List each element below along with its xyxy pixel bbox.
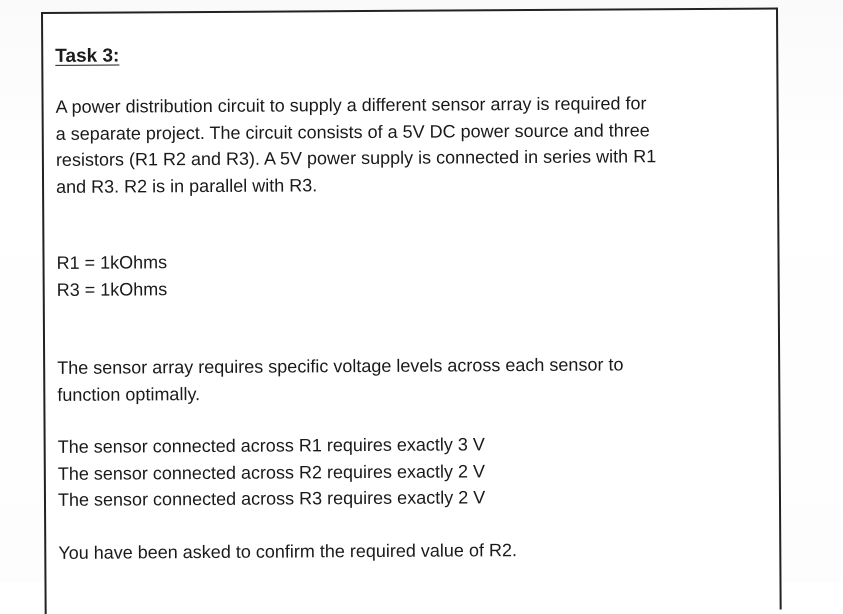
sensor-requirement-r2: The sensor connected across R2 requires exactly 2 V	[57, 460, 486, 484]
intro-line: resistors (R1 R2 and R3). A 5V power supply is connected in series with R1	[55, 146, 657, 170]
resistor-value-r1: R1 = 1kOhms	[56, 252, 168, 273]
sensor-requirement-r1: The sensor connected across R1 requires exactly 3 V	[57, 434, 485, 457]
task-box	[41, 7, 782, 613]
resistor-value-r3: R3 = 1kOhms	[56, 278, 168, 300]
requirement-line: The sensor array requires specific voltage levels across each sensor to	[57, 354, 624, 378]
intro-line: a separate project. The circuit consists of a 5V DC power source and three	[55, 119, 650, 144]
sensor-requirement-r3: The sensor connected across R3 requires exactly 2 V	[57, 487, 486, 510]
task-title: Task 3:	[55, 45, 120, 67]
question: You have been asked to confirm the required value of R2.	[58, 539, 517, 563]
requirement-paragraph	[57, 351, 769, 408]
requirement-line: function optimally.	[57, 383, 201, 405]
intro-line: and R3. R2 is in parallel with R3.	[56, 174, 318, 197]
resistor-values	[56, 246, 768, 303]
task-content	[55, 40, 770, 566]
intro-paragraph	[56, 90, 769, 200]
sensor-requirements	[58, 430, 770, 514]
intro-line: A power distribution circuit to supply a different sensor array is required for	[55, 93, 647, 117]
